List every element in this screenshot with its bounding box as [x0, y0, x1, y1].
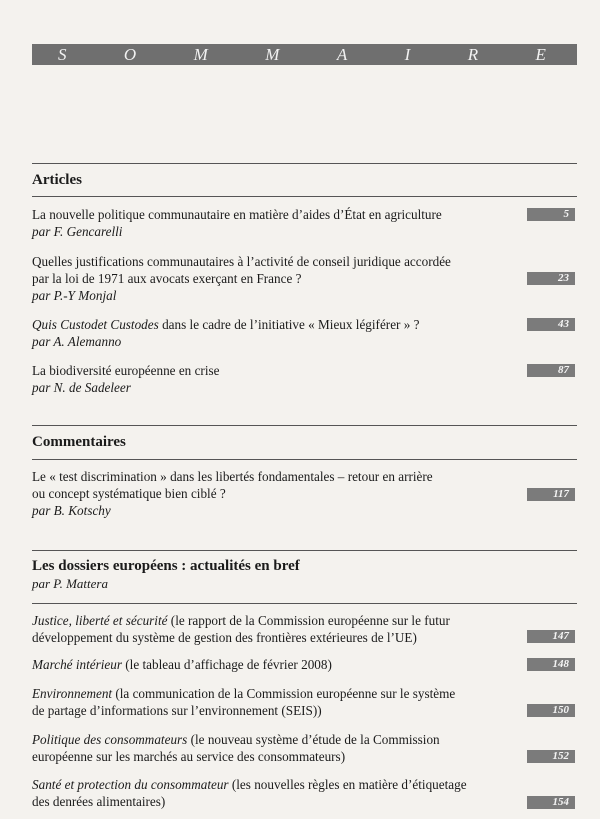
page-number: 154 [527, 796, 575, 809]
page-number: 152 [527, 750, 575, 763]
banner-letter: M [193, 44, 209, 64]
banner-letter: S [58, 44, 68, 64]
entry-title-line1: Quelles justifications communautaires à l’activité de conseil juridique accordée [32, 254, 451, 269]
toc-entry[interactable] [32, 468, 502, 519]
entry-title-line2: ou concept systématique bien ciblé ? [32, 486, 226, 501]
sommaire-banner [32, 44, 577, 65]
toc-entry[interactable] [32, 206, 502, 240]
toc-entry[interactable] [32, 685, 502, 719]
toc-entry[interactable] [32, 776, 502, 810]
toc-entry[interactable] [32, 316, 502, 350]
entry-title-italic: Environnement [32, 686, 113, 701]
banner-letter: R [467, 44, 480, 64]
entry-title-line2: de partage d’informations sur l’environnement (SEIS)) [32, 703, 322, 718]
entry-author: par P.-Y Monjal [32, 288, 117, 303]
entry-title-rest: (le nouveau système d’étude de la Commission [187, 732, 440, 747]
entry-title-line1: Le « test discrimination » dans les libertés fondamentales – retour en arrière [32, 469, 433, 484]
entry-title-line2: des denrées alimentaires) [32, 794, 166, 809]
banner-letter: I [404, 44, 412, 64]
page-number: 148 [527, 658, 575, 671]
page-number: 5 [527, 208, 575, 221]
entry-title-rest: (le rapport de la Commission européenne sur le futur [167, 613, 450, 628]
entry-title-rest: (les nouvelles règles en matière d’étiquetage [228, 777, 467, 792]
divider [32, 196, 577, 197]
entry-title-line2: par la loi de 1971 aux avocats exerçant en France ? [32, 271, 302, 286]
entry-title-italic: Marché intérieur [32, 657, 122, 672]
page-number: 147 [527, 630, 575, 643]
page-number: 150 [527, 704, 575, 717]
entry-author: par A. Alemanno [32, 334, 122, 349]
divider [32, 425, 577, 426]
entry-author: par N. de Sadeleer [32, 380, 131, 395]
section-author: par P. Mattera [32, 576, 108, 591]
page-number: 87 [527, 364, 575, 377]
banner-letter: M [265, 44, 281, 64]
page-number: 43 [527, 318, 575, 331]
section-title-articles: Articles [32, 172, 82, 188]
entry-title-italic: Justice, liberté et sécurité [32, 613, 168, 628]
toc-entry[interactable] [32, 731, 502, 765]
section-title-commentaires: Commentaires [32, 434, 126, 450]
entry-title-italic: Quis Custodet Custodes [32, 317, 159, 332]
divider [32, 603, 577, 604]
entry-title-rest: (le tableau d’affichage de février 2008) [121, 657, 332, 672]
entry-title-rest: (la communication de la Commission européenne sur le système [112, 686, 456, 701]
divider [32, 163, 577, 164]
section-title-dossiers: Les dossiers européens : actualités en bref [32, 558, 300, 574]
entry-title: La biodiversité européenne en crise [32, 363, 220, 378]
entry-title-rest: dans le cadre de l’initiative « Mieux légiférer » ? [158, 317, 420, 332]
entry-author: par F. Gencarelli [32, 224, 123, 239]
entry-title-line2: européenne sur les marchés au service des consommateurs) [32, 749, 346, 764]
banner-letter: A [336, 44, 349, 64]
entry-author: par B. Kotschy [32, 503, 111, 518]
divider [32, 459, 577, 460]
entry-title-italic: Santé et protection du consommateur [32, 777, 229, 792]
banner-letter: O [123, 44, 138, 64]
entry-title-line2: développement du système de gestion des frontières extérieures de l’UE) [32, 630, 417, 645]
page-number: 23 [527, 272, 575, 285]
banner-letter: E [535, 44, 547, 64]
toc-entry[interactable] [32, 253, 502, 304]
toc-entry[interactable] [32, 612, 502, 646]
page-number: 117 [527, 488, 575, 501]
toc-entry[interactable] [32, 656, 502, 673]
toc-entry[interactable] [32, 362, 502, 396]
entry-title-italic: Politique des consommateurs [32, 732, 188, 747]
divider [32, 550, 577, 551]
entry-title: La nouvelle politique communautaire en matière d’aides d’État en agriculture [32, 207, 442, 222]
